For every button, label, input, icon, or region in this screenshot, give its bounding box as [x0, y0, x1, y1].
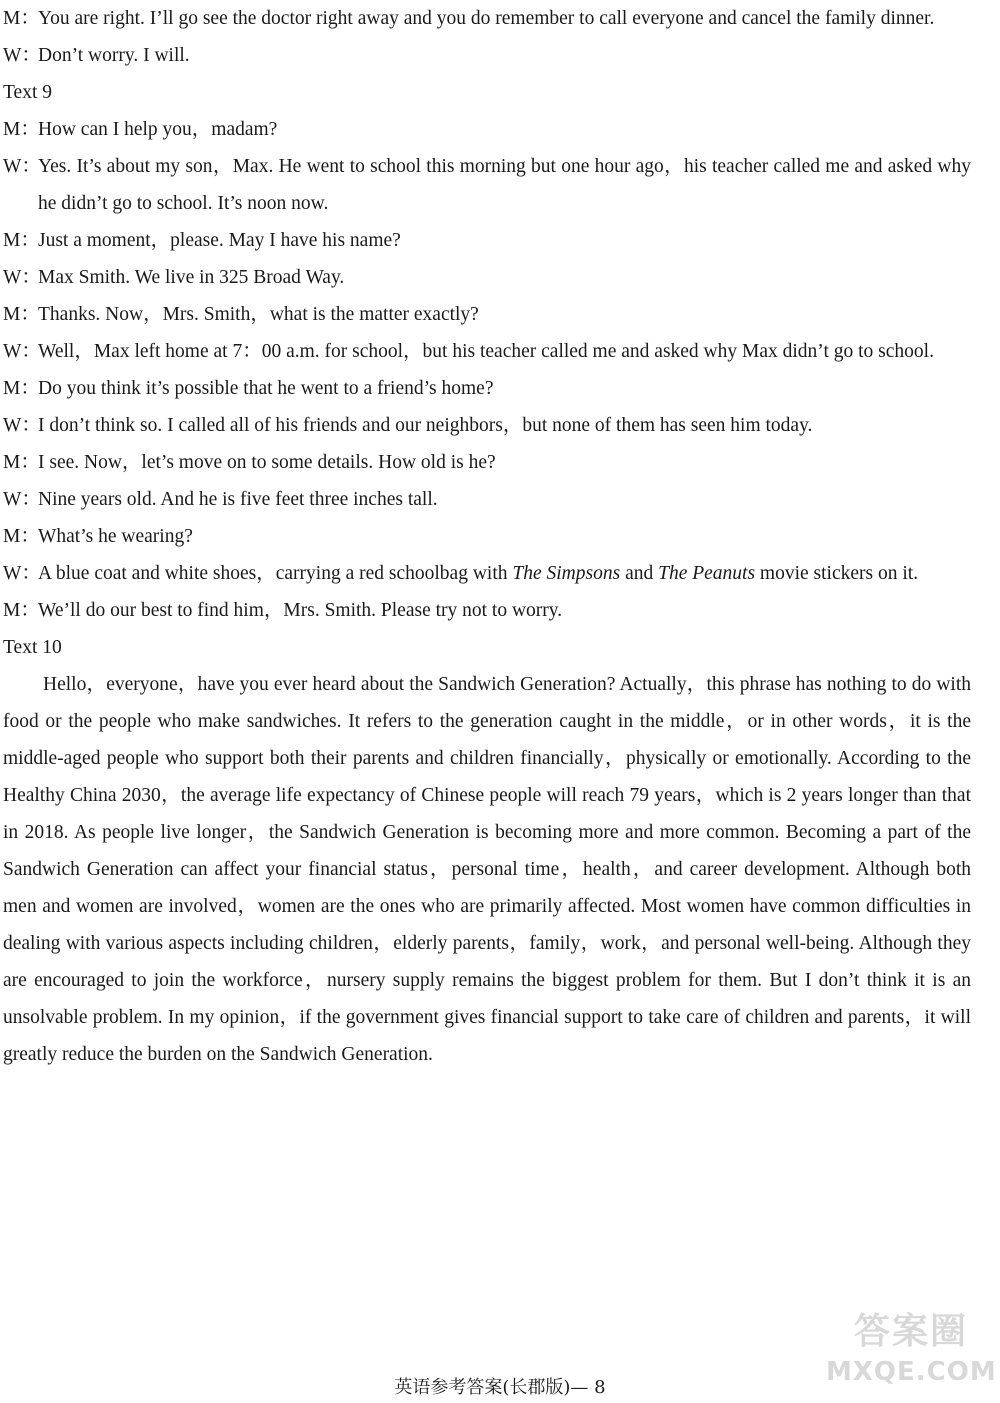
dialogue-text: I don’t think so. I called all of his friends and our neighbors，but none of them has seen him today. [38, 415, 813, 436]
page-footer: 英语参考答案(长郡版)— 8 [394, 1377, 606, 1398]
dialogue-text: We’ll do our best to find him，Mrs. Smith. Please try not to worry. [38, 600, 563, 621]
section-heading-text9: Text 9 [3, 82, 52, 103]
dialogue-line [3, 444, 971, 481]
dialogue-text: Don’t worry. I will. [38, 45, 190, 66]
speaker-label: W： [3, 45, 41, 66]
dialogue-line [3, 148, 971, 222]
dialogue-text: You are right. I’ll go see the doctor right away and you do remember to call everyone and cancel the family dinner. [38, 8, 935, 29]
dialogue-text: How can I help you，madam? [38, 119, 278, 140]
dialogue-text: Just a moment，please. May I have his name? [38, 230, 401, 251]
dialogue-text: movie stickers on it. [755, 563, 919, 584]
dialogue-line [3, 37, 971, 74]
speaker-label: M： [3, 230, 40, 251]
dialogue-text: Thanks. Now，Mrs. Smith，what is the matter exactly? [38, 304, 479, 325]
dialogue-line [3, 296, 971, 333]
dialogue-line [3, 259, 971, 296]
watermark-bottom: MXQE.COM [826, 1357, 997, 1387]
watermark-top: 答案圈 [853, 1311, 968, 1352]
speaker-label: W： [3, 415, 41, 436]
dialogue-line [3, 222, 971, 259]
speaker-label: M： [3, 378, 40, 399]
dialogue-text: Nine years old. And he is five feet three inches tall. [38, 489, 438, 510]
dialogue-line [3, 0, 971, 37]
document-page [3, 0, 971, 1073]
speaker-label: W： [3, 267, 41, 288]
speaker-label: M： [3, 526, 40, 547]
speaker-label: M： [3, 304, 40, 325]
dialogue-text: A blue coat and white shoes，carrying a red schoolbag with [38, 563, 513, 584]
speaker-label: M： [3, 452, 40, 473]
movie-title: The Peanuts [658, 563, 756, 584]
dialogue-text: Well，Max left home at 7：00 a.m. for school，but his teacher called me and asked why Max didn’t go to school. [38, 341, 934, 362]
speaker-label: M： [3, 600, 40, 621]
speaker-label: M： [3, 8, 40, 29]
dialogue-line [3, 407, 971, 444]
dialogue-line [3, 518, 971, 555]
dialogue-text: Yes. It’s about my son，Max. He went to school this morning but one hour ago，his teacher called me and asked why he didn’t go to school. It’s noon now. [38, 156, 971, 214]
site-watermark-logo [826, 1309, 996, 1399]
monologue-paragraph: Hello，everyone，have you ever heard about the Sandwich Generation? Actually，this phrase has nothing to do with food or the people who make sandwiches. It refers to the generation caught in the middle，or in other words，it is the middle-aged people who support both their parents and children financially，physically or emotionally. According to the Healthy China 2030，the average life expectancy of Chinese people will reach 79 years，which is 2 years longer than that in 2018. As people live longer，the Sandwich Generation is becoming more and more common. Becoming a part of the Sandwich Generation can affect your financial status，personal time，health，and career development. Although both men and women are involved，women are the ones who are primarily affected. Most women have common difficulties in dealing with various aspects including children，elderly parents，family，work，and personal well-being. Although they are encouraged to join the workforce，nursery supply remains the biggest problem for them. But I don’t think it is an unsolvable problem. In my opinion，if the government gives financial support to take care of children and parents，it will greatly reduce the burden on the Sandwich Generation. [3, 674, 971, 1065]
dialogue-line [3, 555, 971, 592]
speaker-label: W： [3, 341, 41, 362]
dialogue-line [3, 333, 971, 370]
dialogue-line [3, 370, 971, 407]
dialogue-line [3, 481, 971, 518]
speaker-label: W： [3, 563, 41, 584]
section-heading-text10: Text 10 [3, 637, 62, 658]
dialogue-text: What’s he wearing? [38, 526, 193, 547]
speaker-label: M： [3, 119, 40, 140]
speaker-label: W： [3, 156, 41, 177]
speaker-label: W： [3, 489, 41, 510]
movie-title: The Simpsons [512, 563, 621, 584]
dialogue-line [3, 592, 971, 629]
dialogue-text: I see. Now，let’s move on to some details. How old is he? [38, 452, 496, 473]
dialogue-line [3, 111, 971, 148]
dialogue-text: and [620, 563, 659, 584]
dialogue-text: Do you think it’s possible that he went to a friend’s home? [38, 378, 494, 399]
dialogue-text: Max Smith. We live in 325 Broad Way. [38, 267, 345, 288]
